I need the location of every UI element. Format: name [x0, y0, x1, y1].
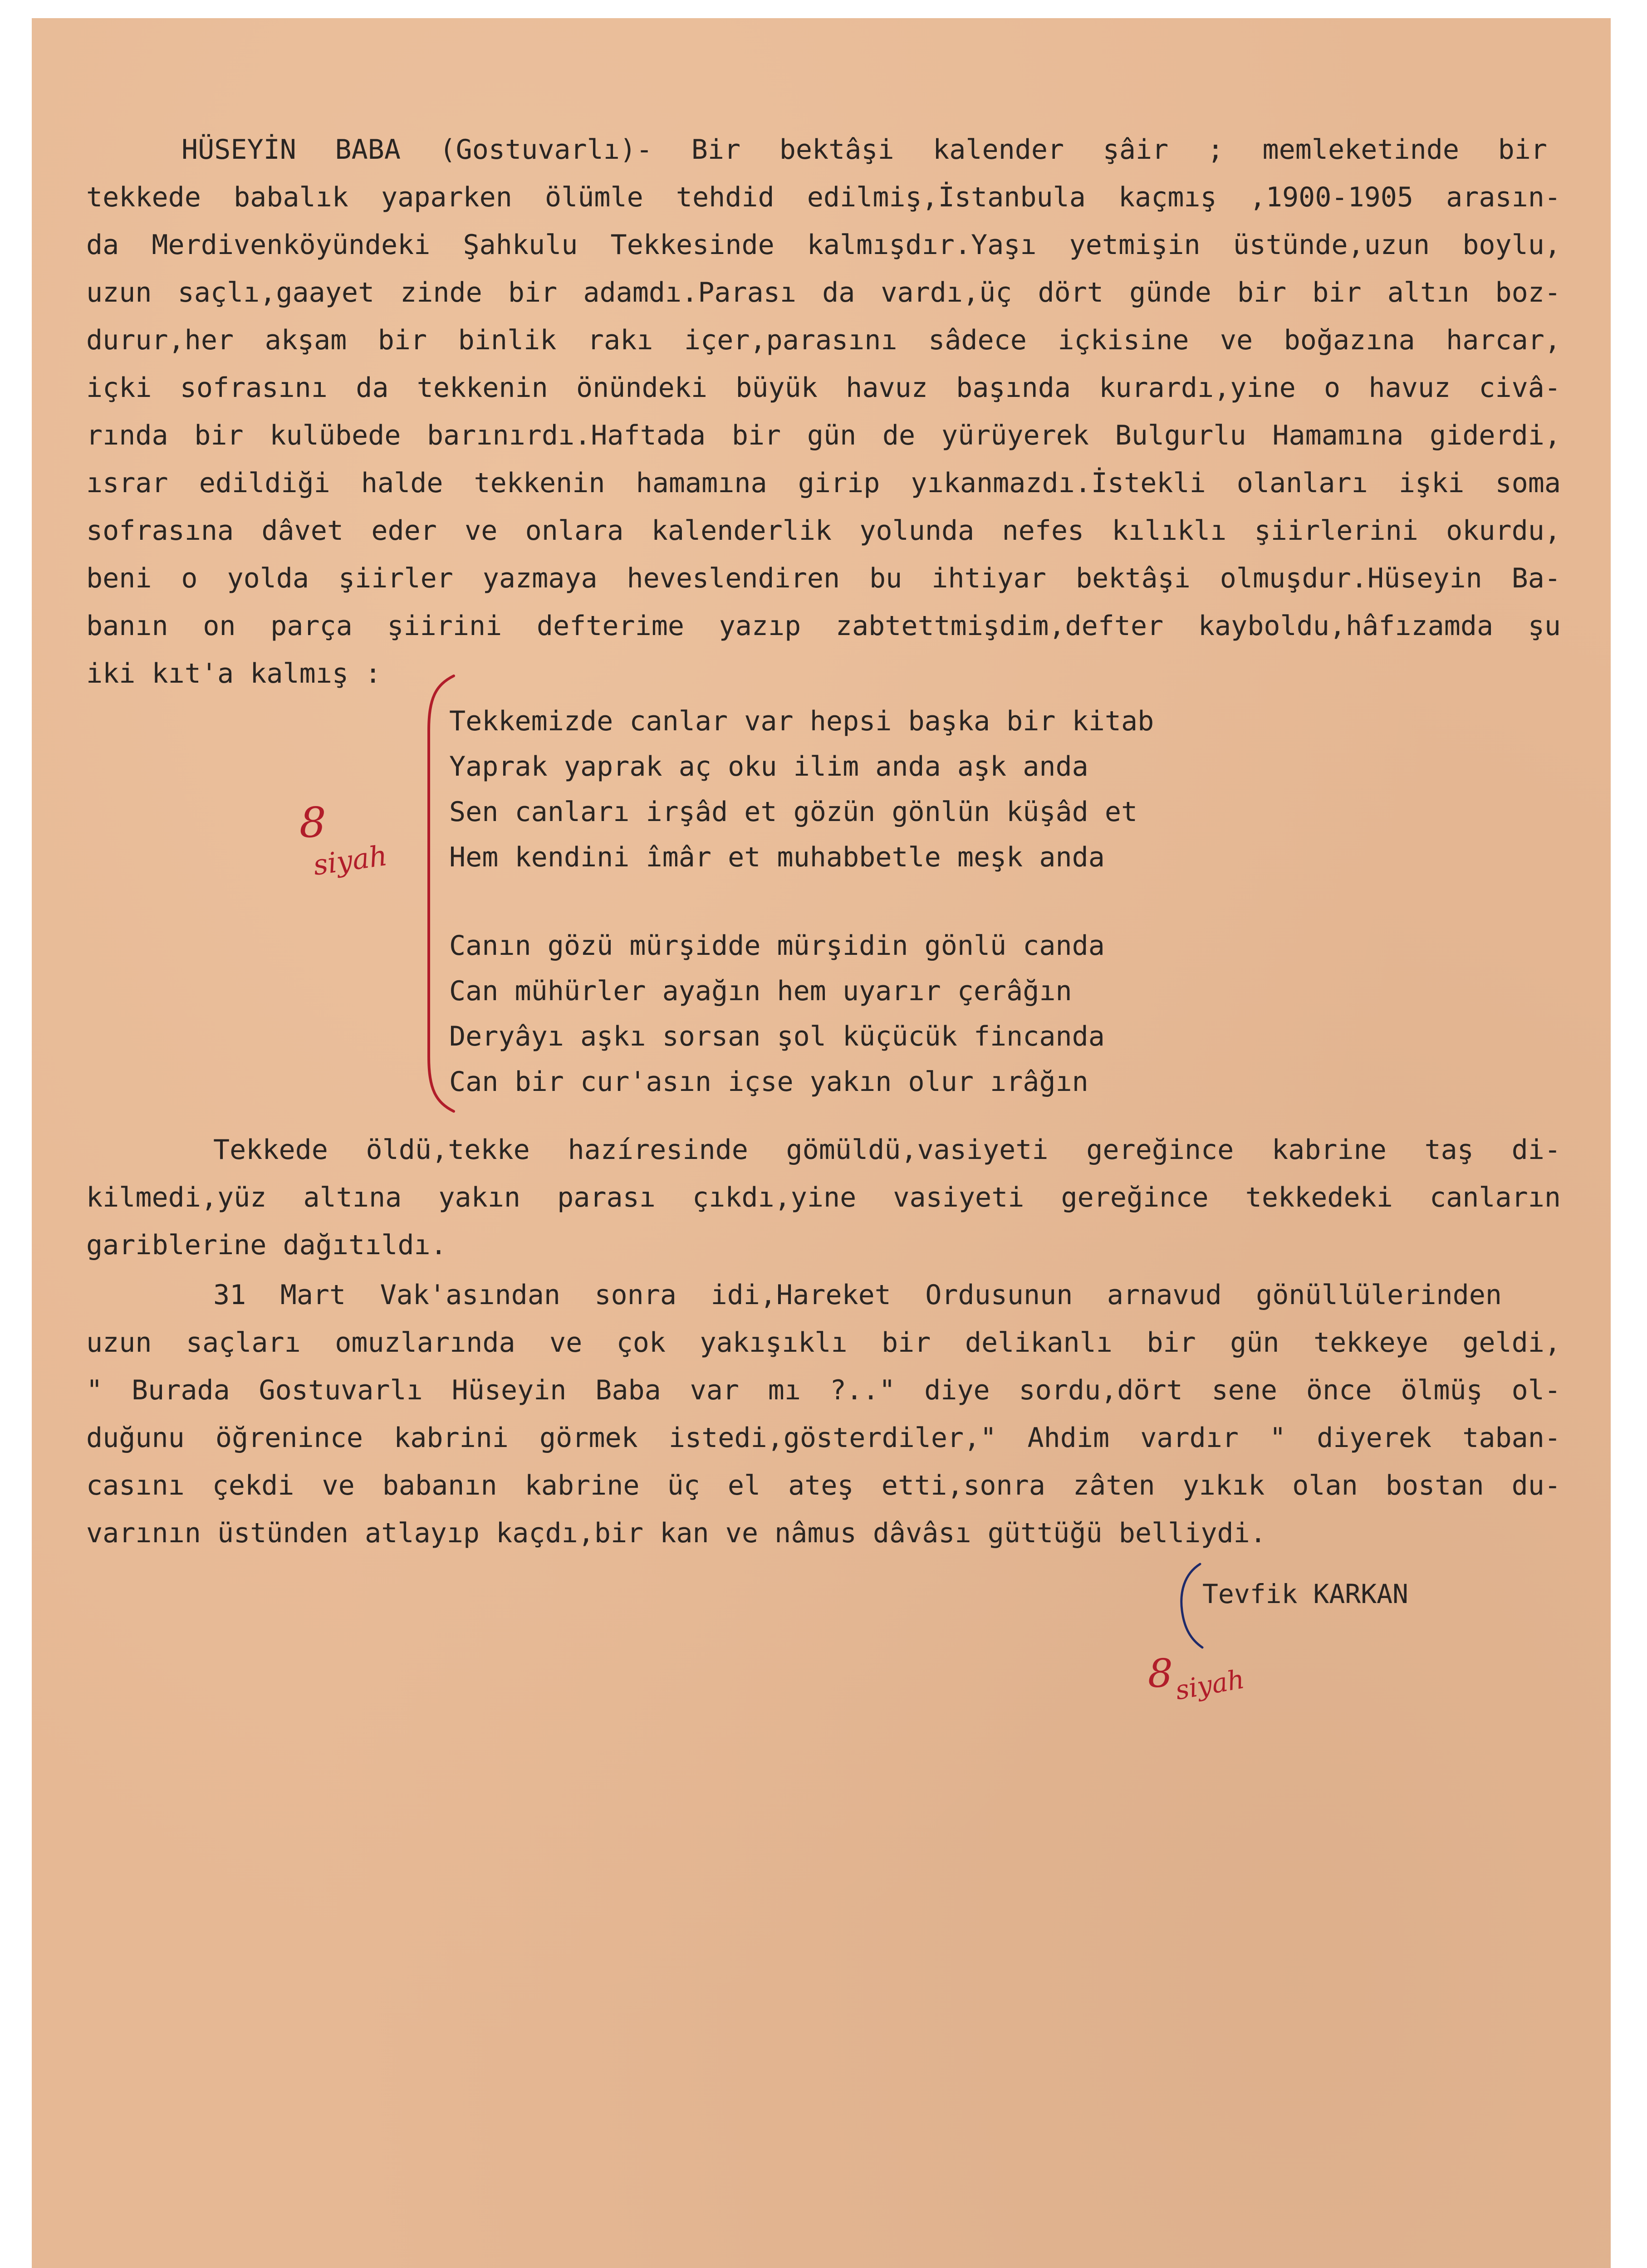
text-line: gariblerine dağıtıldı.	[86, 1229, 447, 1261]
signature-note-number: 8	[1148, 1651, 1173, 1696]
text-line: " Burada Gostuvarlı Hüseyin Baba var mı ?.." diye sordu,dört sene önce ölmüş ol-	[86, 1374, 1561, 1406]
signature-bracket-mark	[1171, 1560, 1207, 1651]
signature-name: Tevfik KARKAN	[1202, 1579, 1408, 1609]
poem-line: Can bir cur'asın içse yakın olur ırâğın	[449, 1066, 1088, 1098]
text-line: içki sofrasını da tekkenin önündeki büyük havuz başında kurardı,yine o havuz civâ-	[86, 372, 1561, 404]
margin-note-number: 8	[299, 798, 326, 847]
text-line: tekkede babalık yaparken ölümle tehdid edilmiş,İstanbula kaçmış ,1900-1905 arasın-	[86, 181, 1561, 213]
text-line: iki kıt'a kalmış :	[86, 658, 382, 689]
paper-sheet	[32, 18, 1611, 2268]
text-line: sofrasına dâvet eder ve onlara kalenderlik yolunda nefes kılıklı şiirlerini okurdu,	[86, 515, 1561, 547]
text-line: duğunu öğrenince kabrini görmek istedi,gösterdiler," Ahdim vardır " diyerek taban-	[86, 1422, 1561, 1454]
poem-line: Sen canları irşâd et gözün gönlün küşâd et	[449, 796, 1138, 828]
poem-line: Yaprak yaprak aç oku ilim anda aşk anda	[449, 751, 1088, 782]
text-line: uzun saçlı,gaayet zinde bir adamdı.Parası da vardı,üç dört günde bir bir altın boz-	[86, 277, 1561, 308]
text-line: beni o yolda şiirler yazmaya heveslendiren bu ihtiyar bektâşi olmuşdur.Hüseyin Ba-	[86, 562, 1561, 594]
text-line: kilmedi,yüz altına yakın parası çıkdı,yine vasiyeti gereğince tekkedeki canların	[86, 1182, 1561, 1213]
poem-line: Tekkemizde canlar var hepsi başka bir kitab	[449, 705, 1154, 737]
poem-line: Canın gözü mürşidde mürşidin gönlü canda	[449, 930, 1105, 962]
poem-line: Can mühürler ayağın hem uyarır çerâğın	[449, 975, 1072, 1007]
text-line: Tekkede öldü,tekke hazíresinde gömüldü,vasiyeti gereğince kabrine taş di-	[213, 1134, 1561, 1166]
text-line: uzun saçları omuzlarında ve çok yakışıklı bir delikanlı bir gün tekkeye geldi,	[86, 1327, 1561, 1359]
poem-line: Hem kendini îmâr et muhabbetle meşk anda	[449, 841, 1105, 873]
text-line: da Merdivenköyündeki Şahkulu Tekkesinde kalmışdır.Yaşı yetmişin üstünde,uzun boylu,	[86, 229, 1561, 261]
text-line: HÜSEYİN BABA (Gostuvarlı)- Bir bektâşi kalender şâir ; memleketinde bir	[181, 134, 1547, 166]
text-line: casını çekdi ve babanın kabrine üç el ateş etti,sonra zâten yıkık olan bostan du-	[86, 1470, 1561, 1501]
signature-note-word: siyah	[1173, 1663, 1247, 1706]
text-line: rında bir kulübede barınırdı.Haftada bir gün de yürüyerek Bulgurlu Hamamına giderdi,	[86, 420, 1561, 451]
text-line: 31 Mart Vak'asından sonra idi,Hareket Ordusunun arnavud gönüllülerinden	[213, 1279, 1502, 1311]
text-line: varının üstünden atlayıp kaçdı,bir kan ve nâmus dâvâsı güttüğü belliydi.	[86, 1517, 1266, 1549]
poem-line: Deryâyı aşkı sorsan şol küçücük fincanda	[449, 1021, 1105, 1052]
text-line: durur,her akşam bir binlik rakı içer,parasını sâdece içkisine ve boğazına harcar,	[86, 324, 1561, 356]
text-line: banın on parça şiirini defterime yazıp zabtettmişdim,defter kayboldu,hâfızamda şu	[86, 610, 1561, 642]
text-line: ısrar edildiği halde tekkenin hamamına girip yıkanmazdı.İstekli olanları işki soma	[86, 467, 1561, 499]
margin-note-word: siyah	[311, 838, 389, 882]
